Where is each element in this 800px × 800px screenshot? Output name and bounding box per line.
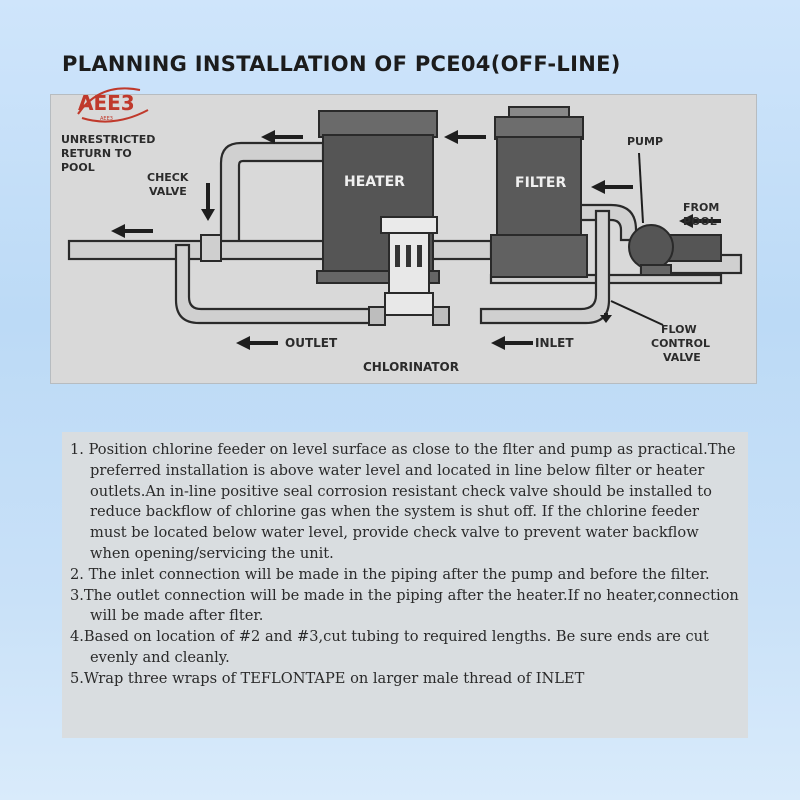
check-valve bbox=[201, 235, 221, 261]
chlorinator-label: CHLORINATOR bbox=[363, 360, 459, 374]
pump-pointer bbox=[639, 153, 643, 223]
page-title: PLANNING INSTALLATION OF PCE04(OFF-LINE) bbox=[62, 52, 621, 76]
return-pipe-upper bbox=[221, 143, 323, 245]
logo-text: AEE3 bbox=[78, 91, 135, 115]
instruction-5: 5.Wrap three wraps of TEFLONTAPE on larger male thread of INLET bbox=[70, 669, 585, 687]
flow-control-pointer bbox=[611, 301, 663, 325]
inlet-label: INLET bbox=[535, 336, 574, 350]
instruction-3: 3.The outlet connection will be made in the piping after the heater.If no heater,connection will be made after flter. bbox=[70, 586, 739, 625]
from-pool-label: FROM POOL bbox=[683, 201, 720, 228]
filter-unit bbox=[491, 107, 587, 277]
arrow-down-check-valve bbox=[201, 183, 215, 221]
heater-label: HEATER bbox=[344, 174, 405, 190]
logo-subtext: AEE3 bbox=[100, 116, 113, 122]
pump-label: PUMP bbox=[627, 135, 664, 148]
flow-control-valve-label: FLOW CONTROL VALVE bbox=[651, 323, 710, 364]
brand-logo bbox=[70, 84, 156, 126]
arrow-left-outlet bbox=[236, 336, 278, 350]
unrestricted-return-label: UNRESTRICTED RETURN TO POOL bbox=[61, 133, 156, 174]
plumbing-diagram bbox=[51, 95, 756, 383]
instructions-list bbox=[70, 440, 740, 690]
filter-label: FILTER bbox=[515, 175, 567, 191]
instruction-1: 1. Position chlorine feeder on level surface as close to the flter and pump as practical.The preferred installation is above water level and located in line below filter or heater outlets.An in-line positive seal corrosion resistant check valve should be installed to reduce backflow of chlorine gas when the system is shut off. If the chlorine feeder must be located below water level, provide check valve to prevent water backflow when opening/servicing the unit. bbox=[70, 441, 736, 562]
instruction-4: 4.Based on location of #2 and #3,cut tubing to required lengths. Be sure ends are cut evenly and cleanly. bbox=[70, 628, 709, 666]
outlet-label: OUTLET bbox=[285, 336, 338, 350]
arrow-left-return bbox=[261, 130, 303, 144]
arrow-left-outlet-end bbox=[111, 224, 153, 238]
arrow-left-filter bbox=[591, 180, 633, 194]
instruction-2: 2. The inlet connection will be made in the piping after the pump and before the filter. bbox=[70, 565, 710, 583]
instructions-panel bbox=[62, 432, 748, 738]
installation-diagram bbox=[50, 94, 757, 384]
arrow-left-inlet bbox=[491, 336, 533, 350]
arrow-left-heater bbox=[444, 130, 486, 144]
check-valve-label: CHECK VALVE bbox=[147, 171, 189, 198]
